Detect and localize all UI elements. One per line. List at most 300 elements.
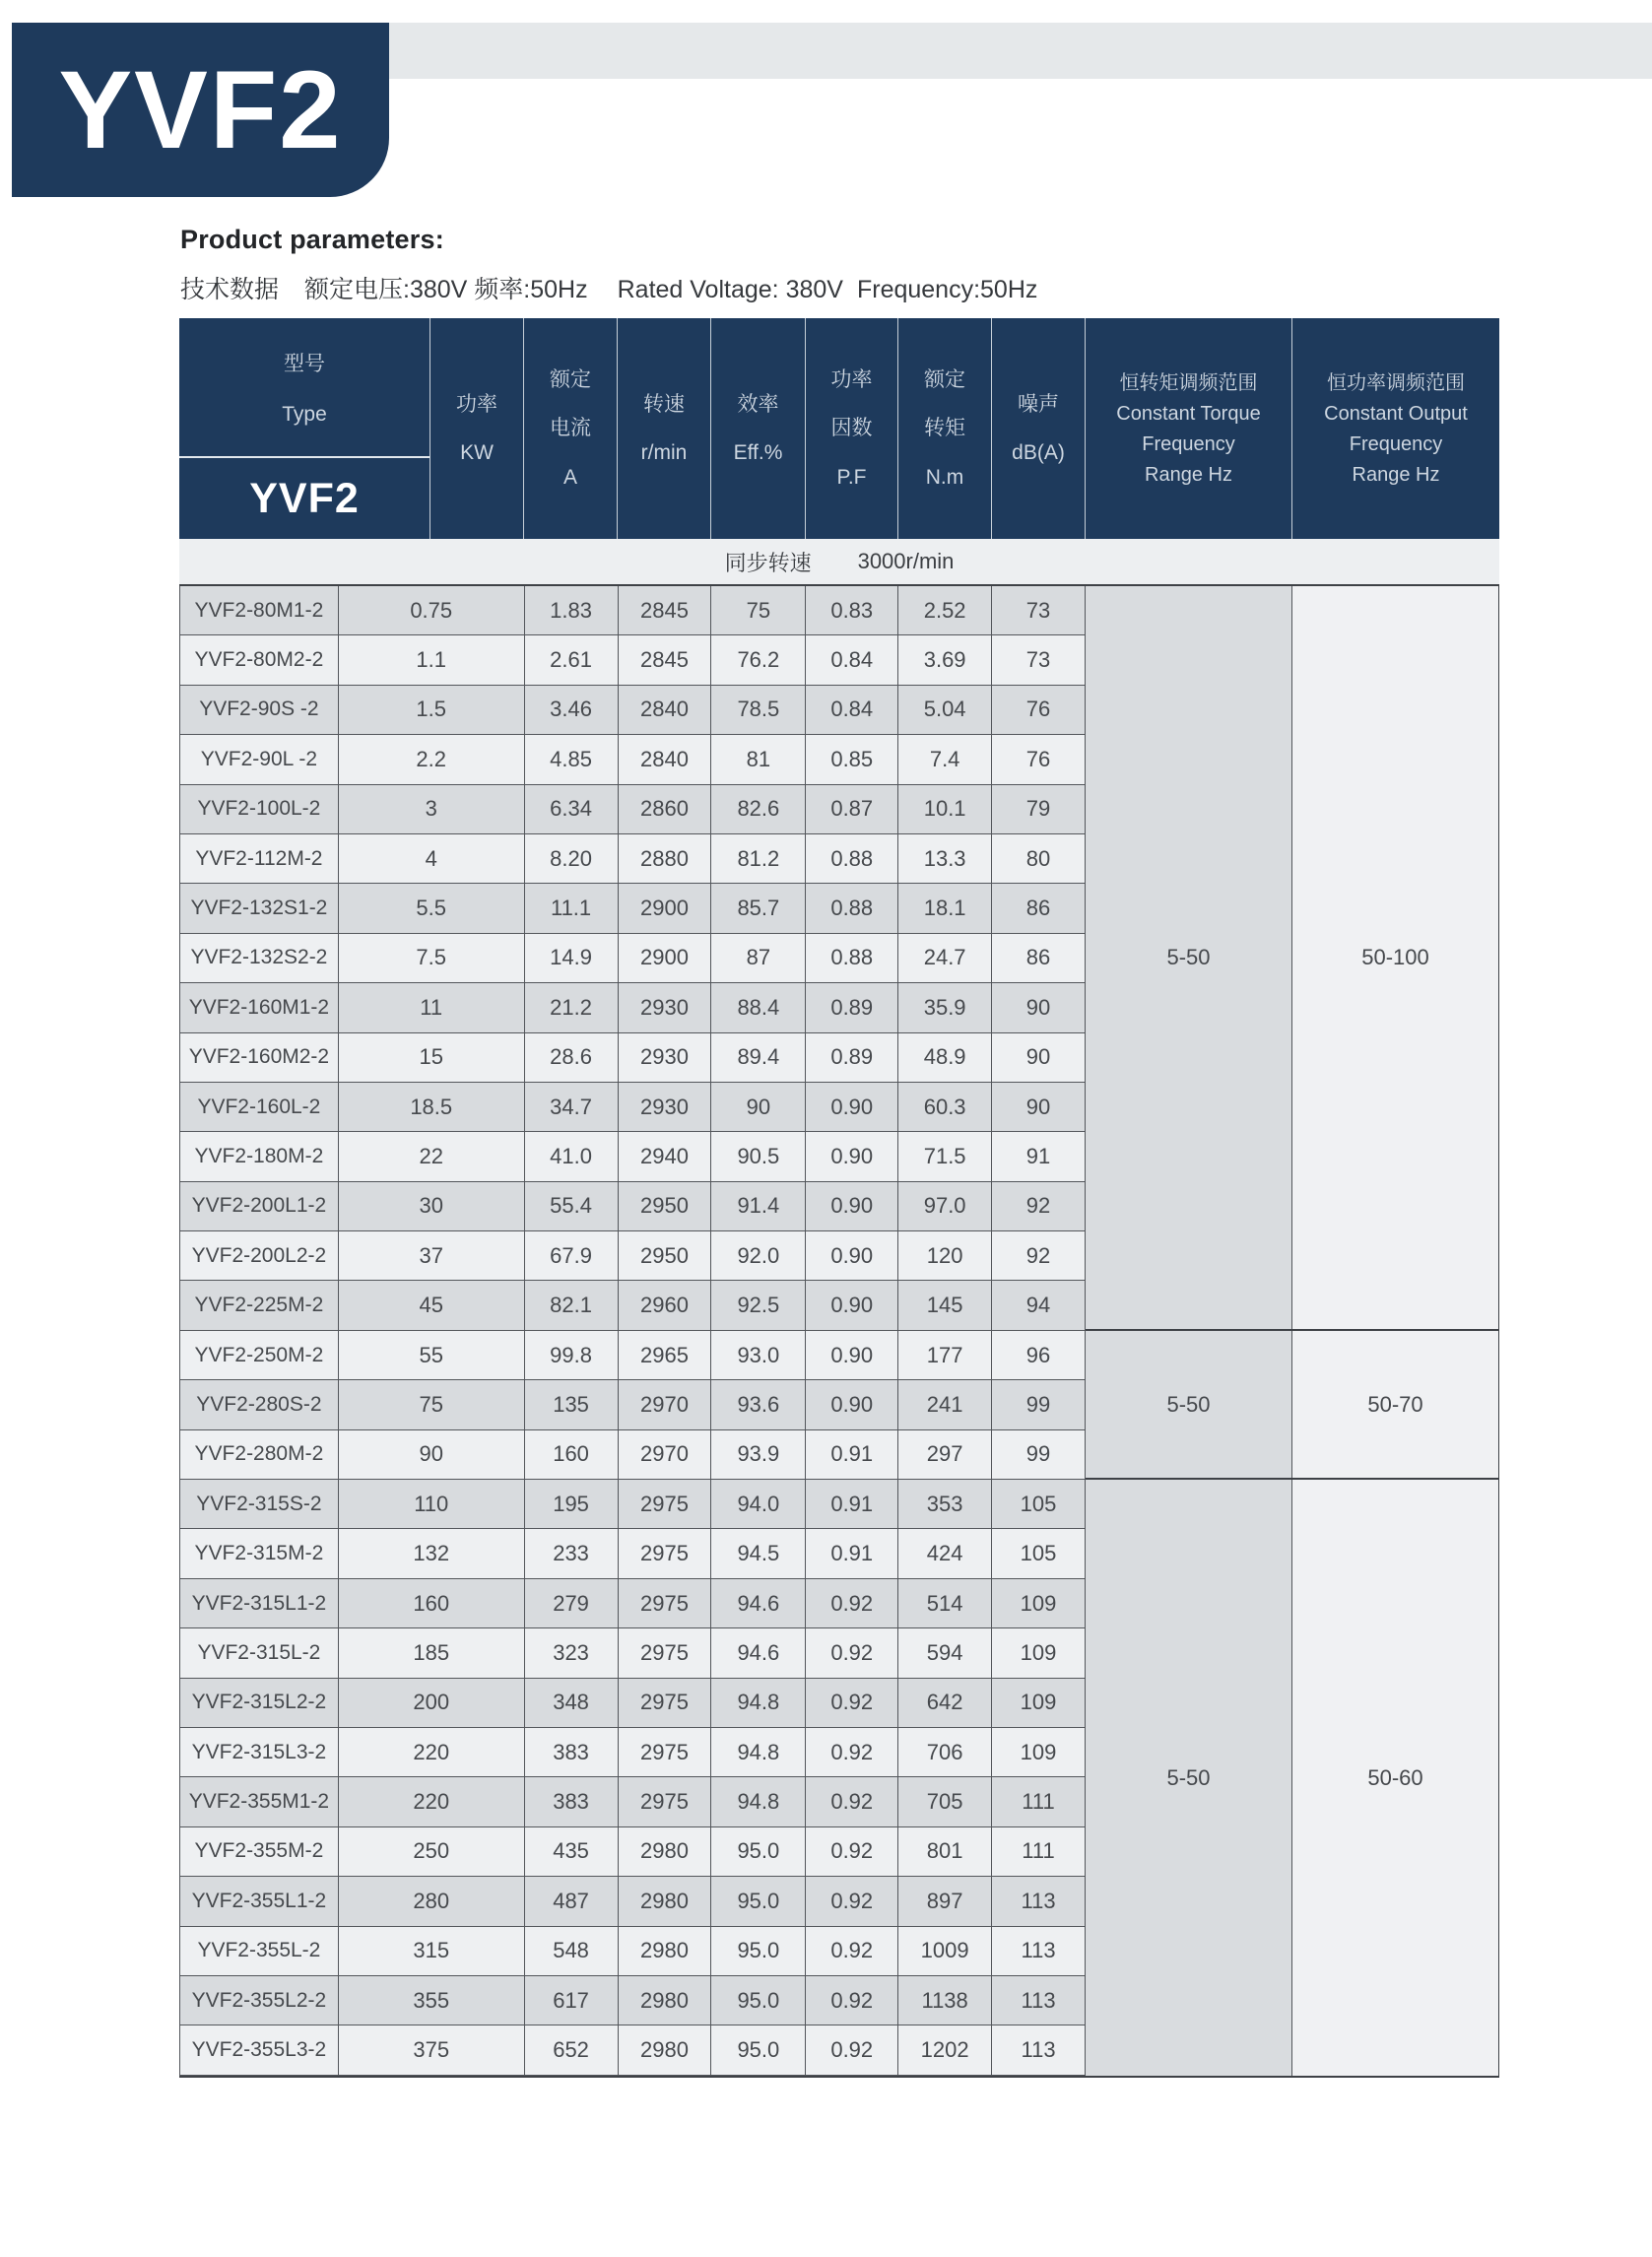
table-header: [179, 318, 1499, 539]
cell-power: 185: [339, 1628, 525, 1678]
cell-model: YVF2-100L-2: [180, 785, 339, 834]
header-speed-line: r/min: [640, 441, 688, 464]
cell-power: 1.1: [339, 635, 525, 685]
header-co-line: 恒功率调频范围: [1327, 371, 1465, 394]
cell-model: YVF2-315L-2: [180, 1628, 339, 1678]
header-noise-line: dB(A): [1012, 441, 1065, 464]
header-ct-line: 恒转矩调频范围: [1119, 371, 1258, 394]
cell-pf: 0.90: [806, 1083, 898, 1132]
cell-pf: 0.92: [806, 1827, 898, 1877]
cell-power: 18.5: [339, 1083, 525, 1132]
cell-power: 45: [339, 1281, 525, 1330]
cell-eff: 92.5: [711, 1281, 806, 1330]
header-ct-line: Range Hz: [1145, 463, 1232, 486]
cell-speed: 2965: [619, 1331, 712, 1380]
cell-power: 2.2: [339, 735, 525, 784]
cell-noise: 113: [992, 1927, 1086, 1976]
cell-speed: 2960: [619, 1281, 712, 1330]
cell-current: 8.20: [525, 834, 619, 884]
cell-eff: 87: [711, 934, 806, 983]
cell-speed: 2900: [619, 884, 712, 933]
cell-speed: 2980: [619, 1927, 712, 1976]
cell-noise: 92: [992, 1182, 1086, 1231]
cell-power: 7.5: [339, 934, 525, 983]
table-row: [179, 1281, 1086, 1330]
cell-noise: 91: [992, 1132, 1086, 1181]
cell-eff: 94.8: [711, 1728, 806, 1777]
cell-current: 487: [525, 1877, 619, 1926]
cell-torque: 97.0: [898, 1182, 992, 1231]
cell-noise: 86: [992, 884, 1086, 933]
header-co-line: Range Hz: [1352, 463, 1440, 486]
cell-power: 75: [339, 1380, 525, 1429]
header-pf-line: P.F: [836, 465, 867, 489]
cell-model: YVF2-355L2-2: [180, 1976, 339, 2025]
cell-torque: 7.4: [898, 735, 992, 784]
header-current-line: 额定: [550, 368, 591, 392]
frequency-range-group: [1086, 586, 1499, 1331]
cell-speed: 2950: [619, 1182, 712, 1231]
cell-model: YVF2-315M-2: [180, 1529, 339, 1578]
table-row: [179, 1430, 1086, 1480]
table-row: [179, 1132, 1086, 1181]
cell-noise: 90: [992, 1083, 1086, 1132]
cell-eff: 95.0: [711, 1927, 806, 1976]
cell-pf: 0.91: [806, 1430, 898, 1480]
table-row: [179, 1728, 1086, 1777]
header-co: [1292, 318, 1499, 539]
cell-torque: 801: [898, 1827, 992, 1877]
cell-current: 617: [525, 1976, 619, 2025]
header-eff-line: 效率: [737, 392, 779, 416]
cell-eff: 78.5: [711, 686, 806, 735]
cell-noise: 92: [992, 1231, 1086, 1281]
cell-noise: 76: [992, 735, 1086, 784]
header-co-line: Constant Output: [1324, 402, 1468, 425]
cell-current: 6.34: [525, 785, 619, 834]
cell-pf: 0.87: [806, 785, 898, 834]
cell-speed: 2930: [619, 1033, 712, 1083]
cell-current: 652: [525, 2025, 619, 2075]
cell-pf: 0.90: [806, 1182, 898, 1231]
cell-torque: 1202: [898, 2025, 992, 2075]
cell-pf: 0.88: [806, 884, 898, 933]
table-row: [179, 586, 1086, 635]
cell-model: YVF2-315L3-2: [180, 1728, 339, 1777]
cell-torque: 514: [898, 1579, 992, 1628]
cell-eff: 94.8: [711, 1777, 806, 1826]
cell-model: YVF2-355M1-2: [180, 1777, 339, 1826]
cell-eff: 95.0: [711, 1877, 806, 1926]
cell-power: 220: [339, 1777, 525, 1826]
header-torque-line: N.m: [925, 465, 964, 489]
cell-noise: 94: [992, 1281, 1086, 1330]
table-row: [179, 1083, 1086, 1132]
cell-speed: 2880: [619, 834, 712, 884]
cell-current: 383: [525, 1777, 619, 1826]
table-row: [179, 1579, 1086, 1628]
table-row: [179, 1033, 1086, 1083]
cell-model: YVF2-280M-2: [180, 1430, 339, 1480]
header-noise-line: 噪声: [1018, 392, 1059, 416]
cell-current: 55.4: [525, 1182, 619, 1231]
sync-speed-row: [179, 539, 1499, 586]
cell-eff: 94.5: [711, 1529, 806, 1578]
cell-pf: 0.92: [806, 1877, 898, 1926]
cell-model: YVF2-160L-2: [180, 1083, 339, 1132]
cell-pf: 0.92: [806, 1579, 898, 1628]
header-pf: [806, 318, 898, 539]
cell-power: 280: [339, 1877, 525, 1926]
cell-current: 279: [525, 1579, 619, 1628]
cell-pf: 0.90: [806, 1331, 898, 1380]
subtitle-frequency: Frequency:50Hz: [856, 276, 1038, 303]
cell-eff: 95.0: [711, 2025, 806, 2075]
cell-power: 132: [339, 1529, 525, 1578]
cell-speed: 2975: [619, 1579, 712, 1628]
cell-power: 160: [339, 1579, 525, 1628]
table-row: [179, 884, 1086, 933]
cell-current: 41.0: [525, 1132, 619, 1181]
cell-pf: 0.90: [806, 1132, 898, 1181]
header-current-line: A: [562, 465, 577, 489]
cell-current: 348: [525, 1679, 619, 1728]
table-row: [179, 834, 1086, 884]
cell-speed: 2940: [619, 1132, 712, 1181]
cell-speed: 2980: [619, 1976, 712, 2025]
cell-eff: 81.2: [711, 834, 806, 884]
cell-power: 37: [339, 1231, 525, 1281]
cell-noise: 90: [992, 983, 1086, 1032]
header-model-zh: 型号: [284, 353, 325, 375]
header-ct-line: Frequency: [1142, 432, 1235, 455]
cell-eff: 76.2: [711, 635, 806, 685]
cell-eff: 93.9: [711, 1430, 806, 1480]
cell-torque: 1009: [898, 1927, 992, 1976]
cell-speed: 2975: [619, 1480, 712, 1529]
cell-speed: 2930: [619, 983, 712, 1032]
header-torque: [898, 318, 992, 539]
header-speed: [618, 318, 711, 539]
cell-noise: 109: [992, 1728, 1086, 1777]
top-gray-band: [374, 23, 1652, 79]
cell-pf: 0.88: [806, 834, 898, 884]
header-eff: [711, 318, 806, 539]
cell-model: YVF2-80M1-2: [180, 586, 339, 635]
cell-current: 28.6: [525, 1033, 619, 1083]
cell-noise: 109: [992, 1679, 1086, 1728]
header-current: [524, 318, 618, 539]
cell-noise: 99: [992, 1380, 1086, 1429]
cell-model: YVF2-80M2-2: [180, 635, 339, 685]
cell-torque: 706: [898, 1728, 992, 1777]
cell-constant-torque-range: 5-50: [1086, 1480, 1292, 2076]
cell-constant-output-range: 50-70: [1292, 1331, 1499, 1478]
cell-torque: 35.9: [898, 983, 992, 1032]
sync-speed-value: 3000r/min: [857, 549, 955, 573]
cell-speed: 2845: [619, 635, 712, 685]
cell-power: 55: [339, 1331, 525, 1380]
header-ct: [1086, 318, 1292, 539]
cell-power: 250: [339, 1827, 525, 1877]
page-title: Product parameters:: [180, 225, 444, 254]
cell-eff: 91.4: [711, 1182, 806, 1231]
cell-eff: 88.4: [711, 983, 806, 1032]
cell-pf: 0.90: [806, 1281, 898, 1330]
subtitle: [180, 270, 1037, 305]
cell-noise: 113: [992, 2025, 1086, 2075]
cell-eff: 75: [711, 586, 806, 635]
cell-torque: 353: [898, 1480, 992, 1529]
cell-torque: 2.52: [898, 586, 992, 635]
table-row: [179, 1976, 1086, 2025]
cell-model: YVF2-132S1-2: [180, 884, 339, 933]
cell-power: 5.5: [339, 884, 525, 933]
cell-eff: 82.6: [711, 785, 806, 834]
cell-model: YVF2-180M-2: [180, 1132, 339, 1181]
cell-pf: 0.92: [806, 1679, 898, 1728]
cell-torque: 642: [898, 1679, 992, 1728]
cell-torque: 48.9: [898, 1033, 992, 1083]
cell-noise: 86: [992, 934, 1086, 983]
frequency-range-groups: [1086, 586, 1499, 2076]
header-pf-line: 因数: [830, 417, 873, 440]
cell-torque: 71.5: [898, 1132, 992, 1181]
cell-noise: 111: [992, 1777, 1086, 1826]
cell-torque: 177: [898, 1331, 992, 1380]
cell-current: 383: [525, 1728, 619, 1777]
table-row: [179, 735, 1086, 784]
cell-model: YVF2-315L2-2: [180, 1679, 339, 1728]
cell-current: 21.2: [525, 983, 619, 1032]
table-body: [179, 586, 1499, 2078]
cell-speed: 2975: [619, 1728, 712, 1777]
cell-model: YVF2-112M-2: [180, 834, 339, 884]
cell-power: 110: [339, 1480, 525, 1529]
cell-noise: 113: [992, 1877, 1086, 1926]
subtitle-rated-voltage: Rated Voltage: 380V: [617, 276, 843, 303]
table-row: [179, 983, 1086, 1032]
cell-current: 233: [525, 1529, 619, 1578]
cell-current: 435: [525, 1827, 619, 1877]
table-row: [179, 686, 1086, 735]
header-model-en: Type: [282, 403, 327, 426]
cell-current: 99.8: [525, 1331, 619, 1380]
cell-eff: 92.0: [711, 1231, 806, 1281]
table-row: [179, 1480, 1086, 1529]
cell-pf: 0.91: [806, 1529, 898, 1578]
cell-power: 0.75: [339, 586, 525, 635]
cell-pf: 0.84: [806, 635, 898, 685]
cell-noise: 73: [992, 635, 1086, 685]
header-noise: [992, 318, 1086, 539]
cell-speed: 2980: [619, 1877, 712, 1926]
cell-noise: 96: [992, 1331, 1086, 1380]
cell-power: 220: [339, 1728, 525, 1777]
table-row: [179, 1628, 1086, 1678]
cell-current: 135: [525, 1380, 619, 1429]
cell-eff: 94.8: [711, 1679, 806, 1728]
cell-torque: 60.3: [898, 1083, 992, 1132]
cell-current: 67.9: [525, 1231, 619, 1281]
cell-current: 3.46: [525, 686, 619, 735]
cell-constant-torque-range: 5-50: [1086, 1331, 1292, 1478]
cell-torque: 18.1: [898, 884, 992, 933]
cell-power: 3: [339, 785, 525, 834]
header-model: [179, 318, 430, 539]
cell-current: 2.61: [525, 635, 619, 685]
header-current-line: 电流: [550, 417, 591, 440]
header-torque-line: 转矩: [924, 417, 965, 440]
table-row: [179, 1827, 1086, 1877]
cell-model: YVF2-280S-2: [180, 1380, 339, 1429]
cell-constant-output-range: 50-60: [1292, 1480, 1499, 2076]
brand-badge: [12, 23, 389, 197]
cell-noise: 111: [992, 1827, 1086, 1877]
cell-speed: 2840: [619, 735, 712, 784]
cell-noise: 109: [992, 1579, 1086, 1628]
cell-pf: 0.88: [806, 934, 898, 983]
cell-power: 11: [339, 983, 525, 1032]
cell-torque: 145: [898, 1281, 992, 1330]
cell-torque: 897: [898, 1877, 992, 1926]
cell-power: 315: [339, 1927, 525, 1976]
cell-speed: 2860: [619, 785, 712, 834]
cell-noise: 76: [992, 686, 1086, 735]
header-co-line: Frequency: [1349, 432, 1443, 455]
cell-speed: 2970: [619, 1380, 712, 1429]
brand-badge-text: YVF2: [58, 47, 343, 171]
cell-eff: 93.0: [711, 1331, 806, 1380]
cell-power: 22: [339, 1132, 525, 1181]
cell-pf: 0.89: [806, 983, 898, 1032]
cell-pf: 0.92: [806, 1628, 898, 1678]
cell-speed: 2970: [619, 1430, 712, 1480]
subtitle-ratings-zh: 额定电压:380V 频率:50Hz: [304, 276, 588, 303]
cell-model: YVF2-355L1-2: [180, 1877, 339, 1926]
cell-pf: 0.84: [806, 686, 898, 735]
table-row: [179, 785, 1086, 834]
cell-eff: 90: [711, 1083, 806, 1132]
table-row: [179, 1777, 1086, 1826]
cell-eff: 90.5: [711, 1132, 806, 1181]
cell-noise: 73: [992, 586, 1086, 635]
cell-model: YVF2-160M2-2: [180, 1033, 339, 1083]
header-pf-line: 功率: [830, 368, 873, 392]
table-row: [179, 2025, 1086, 2075]
cell-model: YVF2-355L3-2: [180, 2025, 339, 2075]
cell-pf: 0.89: [806, 1033, 898, 1083]
sync-speed-label: 同步转速: [724, 550, 812, 575]
cell-noise: 80: [992, 834, 1086, 884]
cell-power: 30: [339, 1182, 525, 1231]
cell-eff: 94.6: [711, 1628, 806, 1678]
subtitle-tech-data: 技术数据: [180, 276, 280, 303]
cell-pf: 0.92: [806, 1728, 898, 1777]
cell-pf: 0.90: [806, 1380, 898, 1429]
table-row: [179, 1529, 1086, 1578]
cell-torque: 594: [898, 1628, 992, 1678]
cell-torque: 705: [898, 1777, 992, 1826]
cell-eff: 95.0: [711, 1827, 806, 1877]
cell-current: 323: [525, 1628, 619, 1678]
cell-noise: 79: [992, 785, 1086, 834]
cell-model: YVF2-90L -2: [180, 735, 339, 784]
cell-noise: 105: [992, 1529, 1086, 1578]
cell-model: YVF2-355M-2: [180, 1827, 339, 1877]
header-torque-line: 额定: [924, 368, 965, 392]
cell-model: YVF2-225M-2: [180, 1281, 339, 1330]
cell-power: 15: [339, 1033, 525, 1083]
cell-speed: 2975: [619, 1529, 712, 1578]
cell-speed: 2950: [619, 1231, 712, 1281]
cell-current: 1.83: [525, 586, 619, 635]
cell-model: YVF2-315S-2: [180, 1480, 339, 1529]
table-row: [179, 1182, 1086, 1231]
cell-speed: 2900: [619, 934, 712, 983]
cell-speed: 2975: [619, 1777, 712, 1826]
table-row: [179, 1231, 1086, 1281]
cell-pf: 0.85: [806, 735, 898, 784]
cell-torque: 297: [898, 1430, 992, 1480]
cell-model: YVF2-90S -2: [180, 686, 339, 735]
table-row: [179, 934, 1086, 983]
table-row: [179, 1331, 1086, 1380]
cell-speed: 2845: [619, 586, 712, 635]
cell-power: 375: [339, 2025, 525, 2075]
cell-noise: 113: [992, 1976, 1086, 2025]
cell-power: 90: [339, 1430, 525, 1480]
cell-noise: 105: [992, 1480, 1086, 1529]
cell-noise: 99: [992, 1430, 1086, 1480]
cell-pf: 0.92: [806, 1777, 898, 1826]
cell-speed: 2930: [619, 1083, 712, 1132]
cell-model: YVF2-160M1-2: [180, 983, 339, 1032]
cell-torque: 13.3: [898, 834, 992, 884]
table-row: [179, 635, 1086, 685]
cell-current: 548: [525, 1927, 619, 1976]
cell-pf: 0.83: [806, 586, 898, 635]
cell-power: 4: [339, 834, 525, 884]
cell-eff: 85.7: [711, 884, 806, 933]
cell-constant-output-range: 50-100: [1292, 586, 1499, 1329]
cell-speed: 2975: [619, 1679, 712, 1728]
cell-torque: 3.69: [898, 635, 992, 685]
cell-pf: 0.92: [806, 2025, 898, 2075]
table-row: [179, 1679, 1086, 1728]
header-power: [430, 318, 524, 539]
cell-constant-torque-range: 5-50: [1086, 586, 1292, 1329]
header-series-name: YVF2: [249, 474, 360, 522]
cell-current: 14.9: [525, 934, 619, 983]
cell-power: 200: [339, 1679, 525, 1728]
table-row: [179, 1877, 1086, 1926]
table-row: [179, 1927, 1086, 1976]
frequency-range-group: [1086, 1480, 1499, 2076]
cell-eff: 81: [711, 735, 806, 784]
cell-model: YVF2-355L-2: [180, 1927, 339, 1976]
cell-eff: 89.4: [711, 1033, 806, 1083]
header-power-line: KW: [460, 441, 494, 464]
header-power-line: 功率: [456, 392, 497, 416]
header-model-title: [179, 318, 430, 458]
cell-torque: 424: [898, 1529, 992, 1578]
cell-model: YVF2-315L1-2: [180, 1579, 339, 1628]
cell-torque: 24.7: [898, 934, 992, 983]
cell-torque: 241: [898, 1380, 992, 1429]
cell-pf: 0.91: [806, 1480, 898, 1529]
table-rows: [179, 586, 1086, 2076]
